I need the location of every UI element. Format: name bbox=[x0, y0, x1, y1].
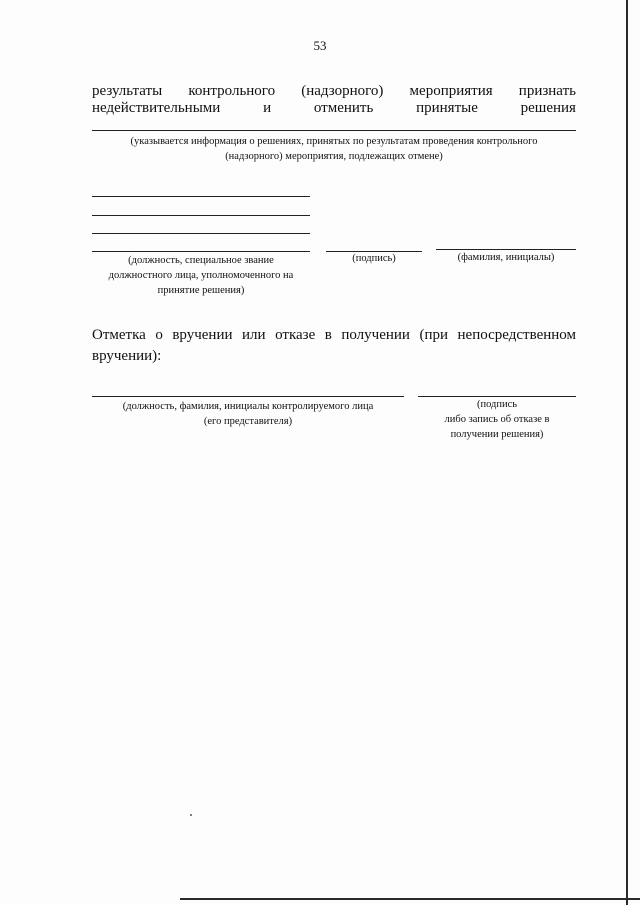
signature-caption: (подпись) bbox=[352, 253, 396, 264]
word: результаты bbox=[92, 83, 163, 99]
delivery-mark-text: Отметка о вручении или отказе в получении (при непосредственном вручении): bbox=[92, 327, 576, 364]
word: и bbox=[263, 100, 272, 116]
decision-info-line[interactable] bbox=[92, 130, 576, 131]
word: контрольного bbox=[188, 83, 276, 99]
recipient-line[interactable] bbox=[92, 396, 404, 397]
decision-text-line-1 bbox=[92, 82, 576, 100]
scan-edge-bottom bbox=[180, 898, 640, 900]
word: признать bbox=[518, 83, 576, 99]
recipient-caption: (должность, фамилия, инициалы контролируемого лица (его представителя) bbox=[122, 401, 374, 427]
word: недействительными bbox=[92, 100, 221, 116]
position-line-3[interactable] bbox=[92, 233, 310, 234]
scan-speck bbox=[190, 814, 192, 816]
decision-text-line-2 bbox=[92, 99, 576, 117]
position-line-1[interactable] bbox=[92, 196, 310, 197]
word: принятые bbox=[416, 100, 478, 116]
page-number: 53 bbox=[313, 38, 327, 53]
position-caption: (должность, специальное звание должностного лица, уполномоченного на принятие решения) bbox=[108, 255, 294, 296]
word: (надзорного) bbox=[301, 83, 384, 99]
recipient-signature-caption: (подпись либо запись об отказе в получении решения) bbox=[444, 399, 550, 440]
position-line-4[interactable] bbox=[92, 251, 310, 252]
word: мероприятия bbox=[409, 83, 493, 99]
decision-info-caption: (указывается информация о решениях, принятых по результатам проведения контрольного (надзорного) мероприятия, подлежащих отмене) bbox=[130, 136, 538, 162]
word: решения bbox=[520, 100, 576, 116]
word: отменить bbox=[313, 100, 374, 116]
name-caption: (фамилия, инициалы) bbox=[457, 252, 555, 263]
position-line-2[interactable] bbox=[92, 215, 310, 216]
scan-edge-right bbox=[626, 0, 628, 905]
